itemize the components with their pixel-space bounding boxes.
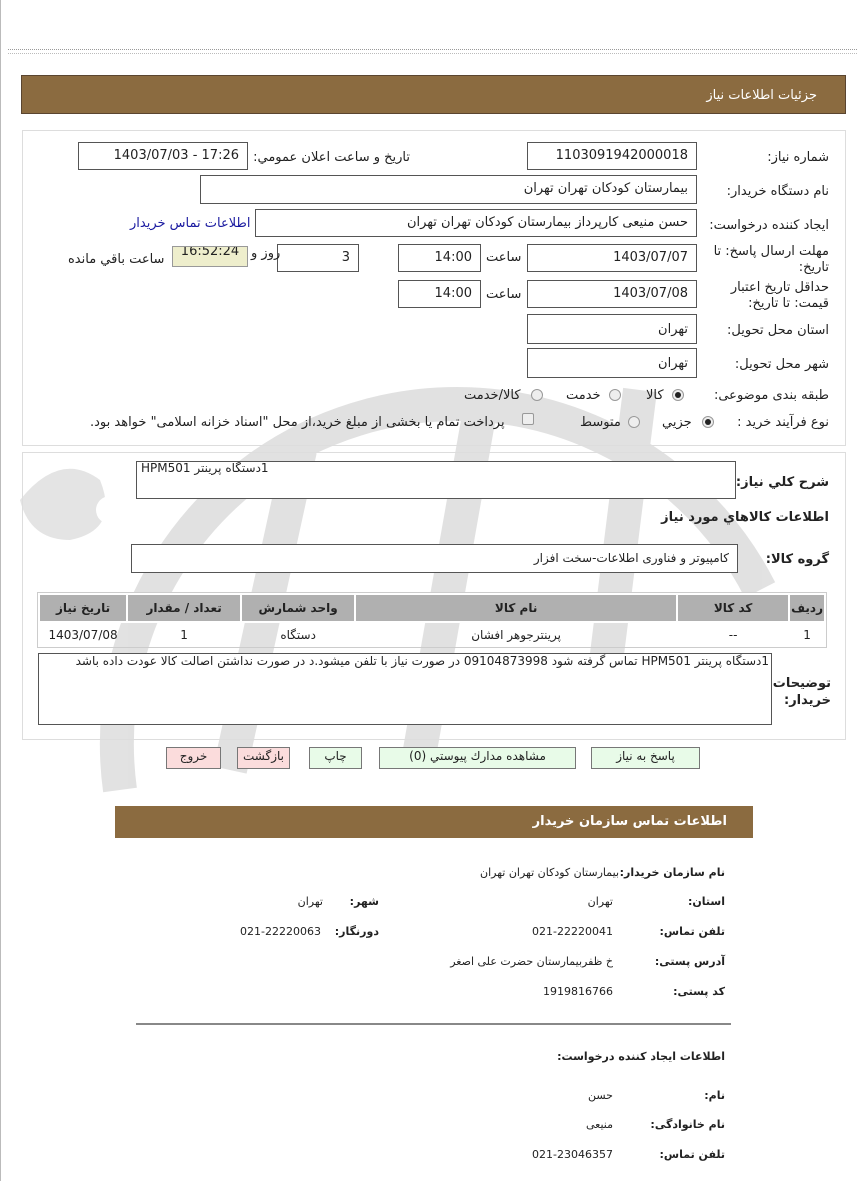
creator-family-label: نام خانوادگی: [650,1118,725,1131]
contact-fax-label: دورنگار: [334,925,379,938]
general-description-text: 1دستگاه پرينتر HPM501 [141,461,269,475]
treasury-checkbox-label: پرداخت تمام یا بخشی از مبلغ خرید،از محل "اسناد خزانه اسلامی" خواهد بود. [90,415,505,430]
contact-address-label: آدرس پستی: [654,955,725,968]
top-divider [8,49,857,54]
goods-info-title: اطلاعات کالاهاي مورد نياز [661,510,829,525]
deadline-time-field[interactable]: 14:00 [398,244,481,272]
need-number-field[interactable]: 1103091942000018 [527,142,697,170]
cell-row-number: 1 [803,628,811,642]
purchase-minor-label: جزيي [662,415,692,430]
buyer-notes-label-line2: خریدار: [784,693,831,708]
goods-table [38,593,826,647]
buyer-contact-title: اطلاعات تماس سازمان خریدار [532,814,727,829]
contact-province-value: تهران [587,895,613,908]
price-validity-date-field[interactable]: 1403/07/08 [527,280,697,308]
deadline-date-field[interactable]: 1403/07/07 [527,244,697,272]
general-description-label: شرح کلي نياز: [735,475,829,490]
cell-quantity: 1 [180,628,188,642]
delivery-province-label: استان محل تحویل: [727,323,829,338]
cell-need-date: 1403/07/08 [48,628,118,642]
creator-label: ایجاد کننده درخواست: [709,218,829,233]
goods-table-wrapper [37,592,827,648]
creator-phone-value: 021-23046357 [532,1148,613,1161]
category-goods-label: کالا [646,388,664,403]
col-need-date: تاریخ نیاز [39,594,127,622]
cell-goods-code: -- [728,628,738,642]
purchase-type-label: نوع فرآیند خرید : [737,415,829,430]
days-label: روز و [251,246,281,261]
contact-postal-label: کد پستی: [673,985,725,998]
contact-province-label: استان: [688,895,725,908]
days-remaining-field[interactable]: 3 [277,244,359,272]
need-details-title: جزئیات اطلاعات نیاز [706,88,817,103]
cell-goods-name: پرینترجوهر افشان [471,628,562,642]
print-button[interactable]: چاپ [309,747,362,769]
contact-fax-value: 021-22220063 [240,925,321,938]
remaining-label: ساعت باقي مانده [68,252,165,267]
buyer-org-label: نام دستگاه خریدار: [726,184,829,199]
deadline-label-line1: مهلت ارسال پاسخ: تا [713,244,829,259]
col-unit: واحد شمارش [241,594,355,622]
price-validity-time-field[interactable]: 14:00 [398,280,481,308]
goods-table-header [39,594,825,622]
countdown-timer: 16:52:24 [172,246,248,267]
contact-phone-label: تلفن تماس: [659,925,725,938]
goods-group-field[interactable]: کامپیوتر و فناوری اطلاعات-سخت افزار [131,544,738,573]
buyer-notes-field[interactable]: 1دستگاه پرینتر HPM501 تماس گرفته شود 09104873998 در صورت نیاز با تلفن میشود.د در صورت نداشتن اصالت کالا عودت داده باشد [38,653,772,725]
deadline-label-line2: تاریخ: [798,260,829,275]
buyer-contact-link[interactable]: اطلاعات تماس خریدار [130,216,251,231]
delivery-city-label: شهر محل تحویل: [734,357,829,372]
contact-phone-value: 021-22220041 [532,925,613,938]
creator-name-label: نام: [704,1089,725,1102]
delivery-city-field[interactable]: تهران [527,348,697,378]
org-name-label: نام سازمان خریدار: [619,866,725,879]
contact-city-value: تهران [297,895,323,908]
category-service-radio[interactable] [609,389,621,401]
category-goods-service-radio[interactable] [531,389,543,401]
treasury-checkbox[interactable] [522,413,534,425]
creator-family-value: منیعی [585,1118,613,1131]
cell-unit: دستگاه [280,628,316,642]
page-left-border [0,0,1,1181]
contact-postal-value: 1919816766 [543,985,613,998]
purchase-medium-radio[interactable] [628,416,640,428]
back-button[interactable]: بازگشت [237,747,290,769]
view-attachments-button[interactable]: مشاهده مدارك پیوستي (0) [379,747,576,769]
deadline-time-label: ساعت [486,250,522,265]
col-goods-code: کد کالا [677,594,789,622]
creator-phone-label: تلفن تماس: [659,1148,725,1161]
purchase-minor-radio[interactable] [702,416,714,428]
price-validity-label-line2: قیمت: تا تاریخ: [748,296,829,311]
category-label: طبقه بندی موضوعی: [713,388,829,403]
delivery-province-field[interactable]: تهران [527,314,697,344]
buyer-notes-label-line1: توضیحات [772,676,831,691]
category-service-label: خدمت [566,388,601,403]
contact-divider [136,1023,731,1025]
reply-button[interactable]: پاسخ به نیاز [591,747,700,769]
creator-info-title: اطلاعات ایجاد کننده درخواست: [557,1050,725,1063]
col-quantity: تعداد / مقدار [127,594,241,622]
buyer-org-field[interactable]: بیمارستان کودکان تهران تهران [200,175,697,204]
contact-address-value: خ ظفربیمارستان حضرت علی اصغر [450,955,613,968]
contact-city-label: شهر: [349,895,379,908]
creator-field[interactable]: حسن منیعی کارپرداز بیمارستان کودکان تهران تهران [255,209,697,237]
creator-name-value: حسن [588,1089,613,1102]
buyer-contact-header [115,806,753,838]
goods-group-label: گروه کالا: [765,552,829,567]
general-description-field[interactable] [136,461,736,499]
need-details-header [21,75,846,114]
category-goods-radio[interactable] [672,389,684,401]
announce-date-field[interactable]: 1403/07/03 - 17:26 [78,142,248,170]
col-row-number: ردیف [789,594,825,622]
purchase-medium-label: متوسط [580,415,621,430]
price-validity-label-line1: حداقل تاریخ اعتبار [730,280,829,295]
price-validity-time-label: ساعت [486,287,522,302]
category-goods-service-label: کالا/خدمت [464,388,521,403]
org-name-value: بیمارستان کودکان تهران تهران [479,866,619,879]
table-row [39,622,825,647]
announce-date-label: تاریخ و ساعت اعلان عمومي: [253,150,410,165]
exit-button[interactable]: خروج [166,747,221,769]
col-goods-name: نام کالا [355,594,677,622]
need-number-label: شماره نیاز: [767,150,829,165]
